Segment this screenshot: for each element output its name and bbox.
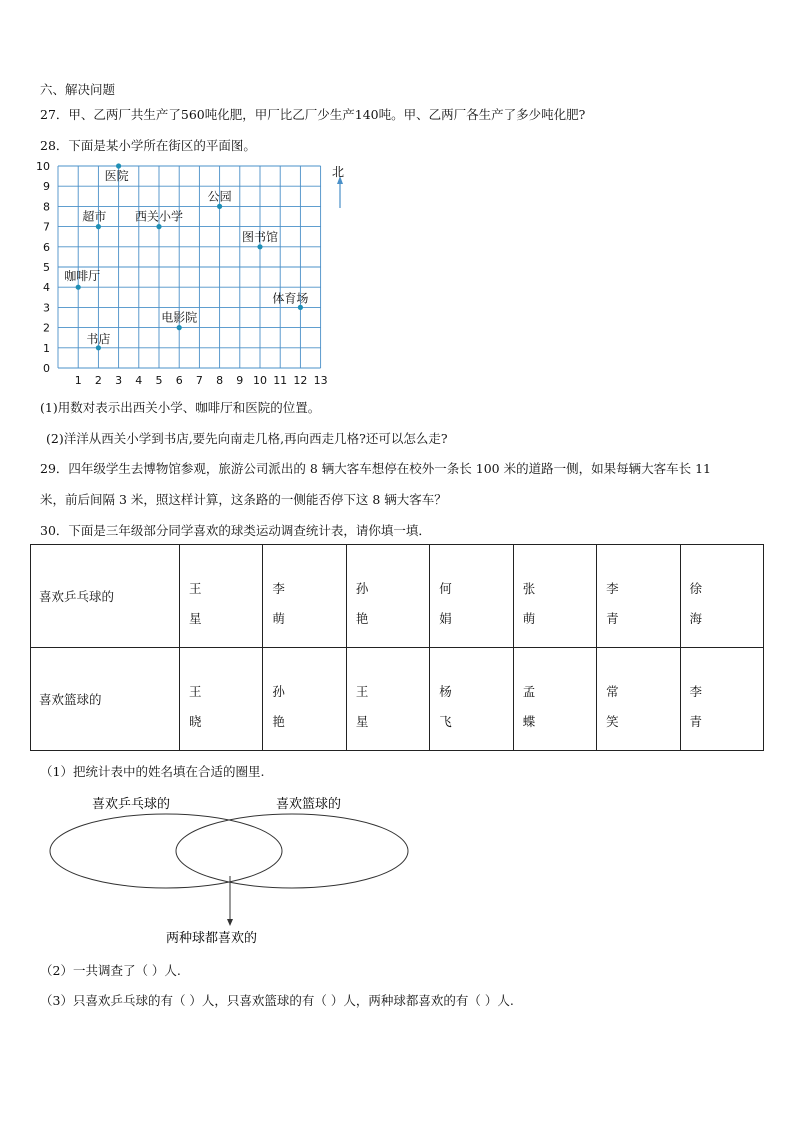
x-tick-label: 11 [273, 374, 288, 387]
place-label: 电影院 [161, 310, 198, 325]
place-label: 超市 [82, 209, 107, 224]
x-tick-label: 10 [253, 374, 267, 387]
y-tick-label: 6 [43, 240, 50, 254]
y-tick-label: 9 [43, 180, 50, 194]
table-cell: 孙 艳 [346, 545, 429, 648]
north-label: 北 [332, 165, 345, 179]
y-tick-label: 5 [43, 261, 50, 274]
x-tick-label: 7 [195, 374, 203, 387]
table-cell: 孟 蝶 [513, 648, 596, 751]
y-tick-label: 8 [43, 200, 50, 214]
table-cell: 张 萌 [513, 545, 596, 648]
place-point [177, 325, 182, 330]
place-point [116, 163, 121, 168]
basketball-circle[interactable] [176, 814, 408, 888]
question-27: 27．甲、乙两厂共生产了560吨化肥，甲厂比乙厂少生产140吨。甲、乙两厂各生产了多少吨化肥? [40, 107, 586, 122]
x-tick-label: 4 [135, 374, 143, 387]
y-tick-label: 10 [36, 160, 50, 173]
place-point [217, 204, 222, 209]
pointer-arrowhead [227, 919, 233, 926]
question-29-line1: 29．四年级学生去博物馆参观，旅游公司派出的 8 辆大客车想停在校外一条长 100 米的道路一侧，如果每辆大客车长 11 [40, 461, 711, 476]
x-tick-label: 9 [236, 374, 244, 387]
place-point [96, 345, 101, 350]
q30-sub3: （3）只喜欢乒乓球的有（ ）人，只喜欢篮球的有（ ）人，两种球都喜欢的有（ ）人. [40, 993, 514, 1008]
q30-sub1: （1）把统计表中的姓名填在合适的圈里. [40, 764, 265, 779]
venn-left-label: 喜欢乒乓球的 [92, 797, 171, 812]
y-tick-label: 0 [43, 362, 50, 375]
table-cell: 孙 艳 [263, 648, 346, 751]
place-label: 咖啡厅 [64, 269, 101, 284]
y-tick-label: 4 [43, 281, 50, 295]
place-label: 公园 [207, 189, 232, 204]
row-header: 喜欢乒乓球的 [31, 545, 180, 648]
table-cell: 徐 海 [680, 545, 763, 648]
table-row [31, 545, 764, 648]
venn-diagram [40, 790, 420, 950]
x-tick-label: 5 [155, 374, 163, 387]
street-map-grid [28, 160, 358, 388]
x-tick-label: 1 [74, 374, 82, 387]
y-tick-label: 2 [43, 321, 50, 335]
venn-svg [40, 790, 420, 950]
table-cell: 杨 飞 [430, 648, 513, 751]
x-tick-label: 13 [313, 374, 328, 387]
venn-both-label: 两种球都喜欢的 [166, 931, 258, 946]
x-tick-label: 12 [293, 374, 308, 387]
table-cell: 王 星 [180, 545, 263, 648]
q28-sub2: (2)洋洋从西关小学到书店,要先向南走几格,再向西走几格?还可以怎么走? [46, 431, 448, 446]
place-point [76, 285, 81, 290]
table-cell: 王 星 [346, 648, 429, 751]
north-arrow [337, 176, 343, 208]
question-30: 30．下面是三年级部分同学喜欢的球类运动调查统计表，请你填一填． [40, 523, 431, 538]
table-cell: 何 娟 [430, 545, 513, 648]
map-svg [28, 160, 358, 388]
x-tick-label: 6 [175, 374, 183, 387]
table-row [31, 648, 764, 751]
place-label: 图书馆 [242, 229, 279, 244]
x-tick-label: 8 [216, 374, 224, 387]
y-tick-label: 3 [43, 301, 50, 315]
place-label: 书店 [86, 331, 111, 346]
survey-table [30, 544, 764, 751]
place-label: 体育场 [272, 291, 309, 306]
q30-sub2: （2）一共调查了（ ）人. [40, 963, 181, 978]
y-tick-label: 1 [43, 341, 50, 355]
place-point [156, 224, 161, 229]
question-28: 28．下面是某小学所在街区的平面图。 [40, 138, 256, 153]
table-cell: 王 晓 [180, 648, 263, 751]
question-29-line2: 米，前后间隔 3 米，照这样计算，这条路的一侧能否停下这 8 辆大客车？ [40, 492, 447, 507]
row-header: 喜欢篮球的 [31, 648, 180, 751]
x-tick-label: 2 [94, 374, 102, 387]
table-cell: 常 笑 [597, 648, 680, 751]
table-cell: 李 萌 [263, 545, 346, 648]
q28-sub1: (1)用数对表示出西关小学、咖啡厅和医院的位置。 [40, 400, 321, 415]
place-point [96, 224, 101, 229]
place-label: 医院 [104, 169, 129, 183]
x-tick-label: 3 [115, 374, 123, 387]
place-point [257, 244, 262, 249]
pingpong-circle[interactable] [50, 814, 282, 888]
table-cell: 李 青 [680, 648, 763, 751]
place-point [298, 305, 303, 310]
table-cell: 李 青 [597, 545, 680, 648]
venn-right-label: 喜欢篮球的 [276, 797, 342, 812]
place-label: 西关小学 [135, 209, 184, 224]
section-title: 六、解决问题 [40, 82, 116, 97]
y-tick-label: 7 [43, 220, 50, 234]
